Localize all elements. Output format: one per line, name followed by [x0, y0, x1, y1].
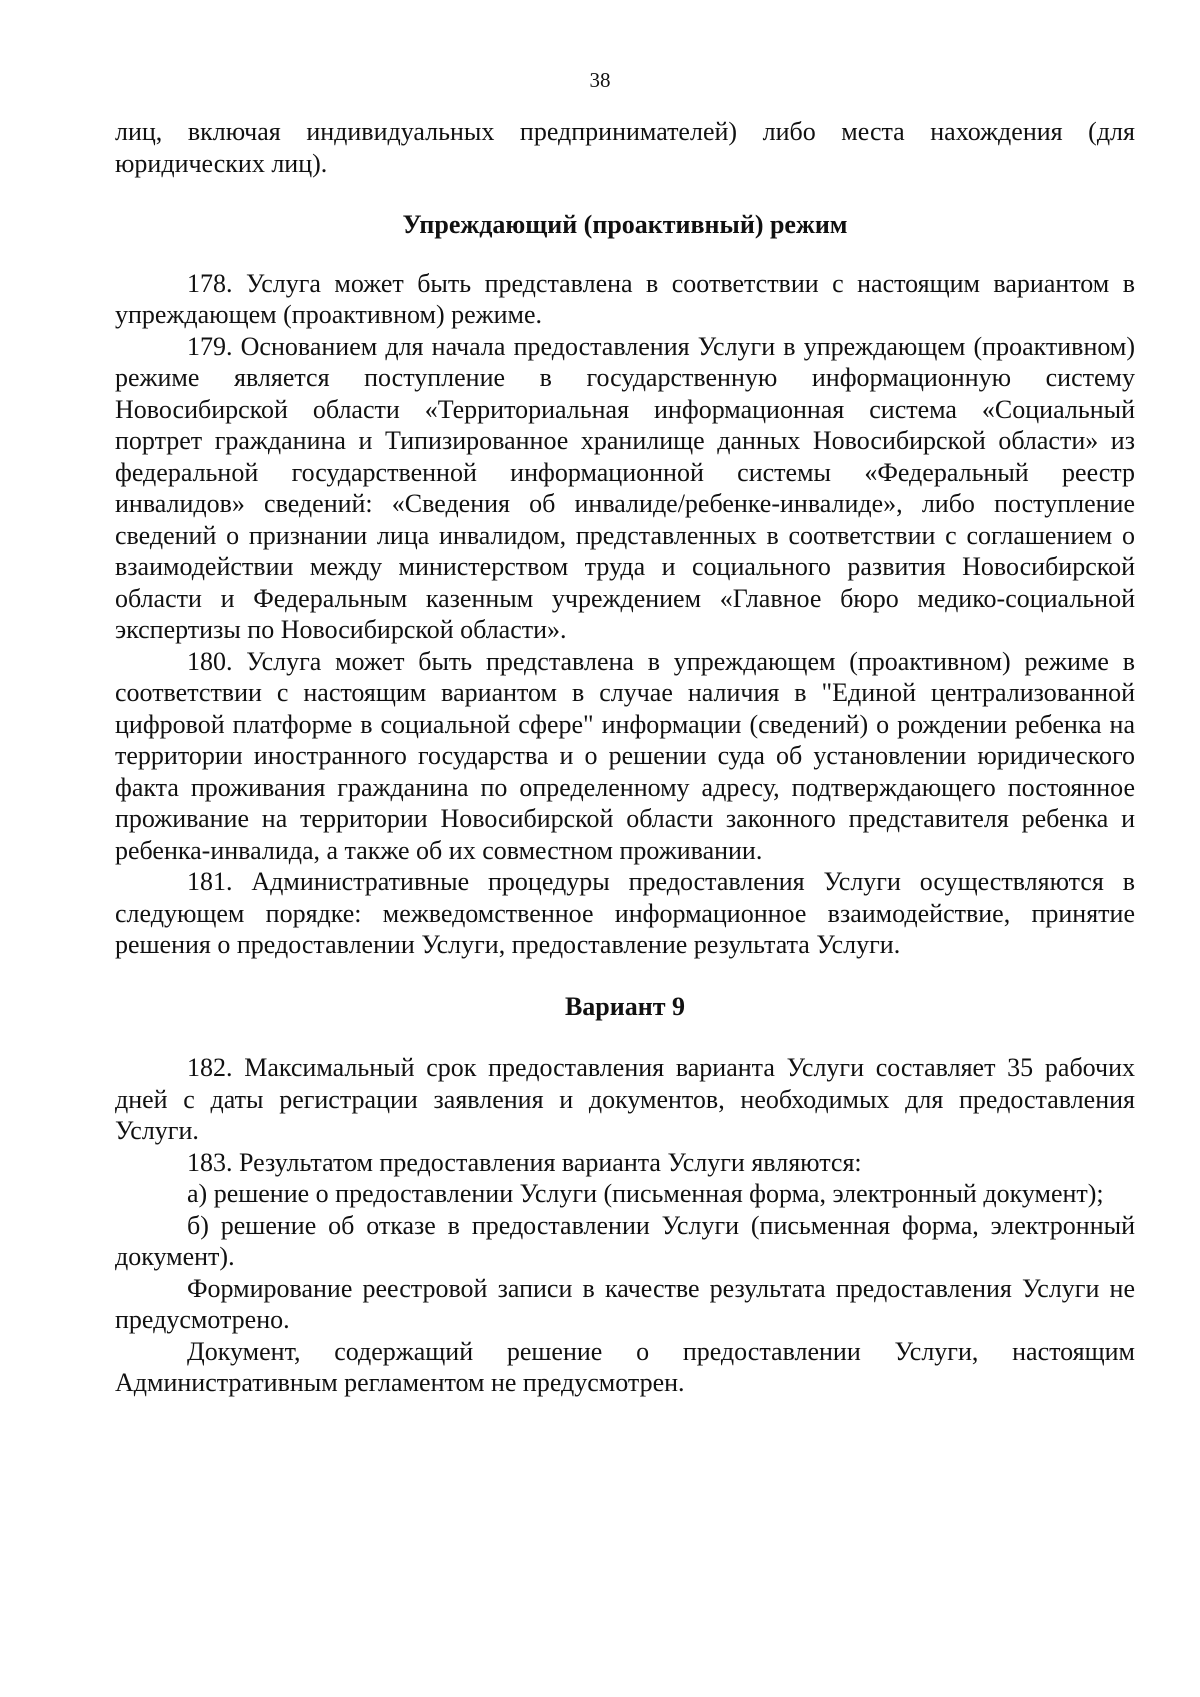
paragraph-decision-document: Документ, содержащий решение о предоставлении Услуги, настоящим Административным регламентом не предусмотрен. [115, 1336, 1135, 1397]
paragraph-183: 183. Результатом предоставления варианта Услуги являются: [187, 1147, 862, 1177]
paragraph-179: 179. Основанием для начала предоставления Услуги в упреждающем (проактивном) режиме является поступление в государственную информационную систему Новосибирской области «Территориальная информационная система «Социальный портрет гражданина и Типизированное хранилище данных Новосибирской области» из федеральной государственной информационной системы «Федеральный реестр инвалидов» сведений: «Сведения об инвалиде/ребенке-инвалиде», либо поступление сведений о признании лица инвалидом, представленных в соответствии с соглашением о взаимодействии между министерством труда и социального развития Новосибирской области и Федеральным казенным учреждением «Главное бюро медико-социальной экспертизы по Новосибирской области». [115, 331, 1135, 644]
paragraph-183-b: б) решение об отказе в предоставлении Услуги (письменная форма, электронный документ). [115, 1210, 1135, 1271]
paragraph-intro-continuation: лиц, включая индивидуальных предпринимателей) либо места нахождения (для юридических лиц). [115, 117, 1135, 178]
paragraph-180: 180. Услуга может быть представлена в упреждающем (проактивном) режиме в соответствии с настоящим вариантом в случае наличия в "Единой централизованной цифровой платформе в социальной сфере" информации (сведений) о рождении ребенка на территории иностранного государства и о решении суда об установлении юридического факта проживания гражданина по определенному адресу, подтверждающего постоянное проживание на территории Новосибирской области законного представителя ребенка и ребенка-инвалида, а также об их совместном проживании. [115, 646, 1135, 865]
heading-proactive-mode: Упреждающий (проактивный) режим [402, 210, 848, 239]
paragraph-182: 182. Максимальный срок предоставления варианта Услуги составляет 35 рабочих дней с даты регистрации заявления и документов, необходимых для предоставления Услуги. [115, 1053, 1135, 1145]
page-number: 38 [589, 68, 611, 92]
paragraph-178: 178. Услуга может быть представлена в соответствии с настоящим вариантом в упреждающем (проактивном) режиме. [115, 268, 1135, 329]
paragraph-183-a: а) решение о предоставлении Услуги (письменная форма, электронный документ); [187, 1179, 1104, 1208]
document-body [115, 116, 1135, 1399]
heading-variant-9: Вариант 9 [564, 991, 686, 1021]
paragraph-181: 181. Административные процедуры предоставления Услуги осуществляются в следующем порядке: межведомственное информационное взаимодействие, принятие решения о предоставлении Услуги, предоставление результата Услуги. [115, 867, 1135, 959]
paragraph-registry-record: Формирование реестровой записи в качестве результата предоставления Услуги не предусмотрено. [115, 1273, 1135, 1334]
